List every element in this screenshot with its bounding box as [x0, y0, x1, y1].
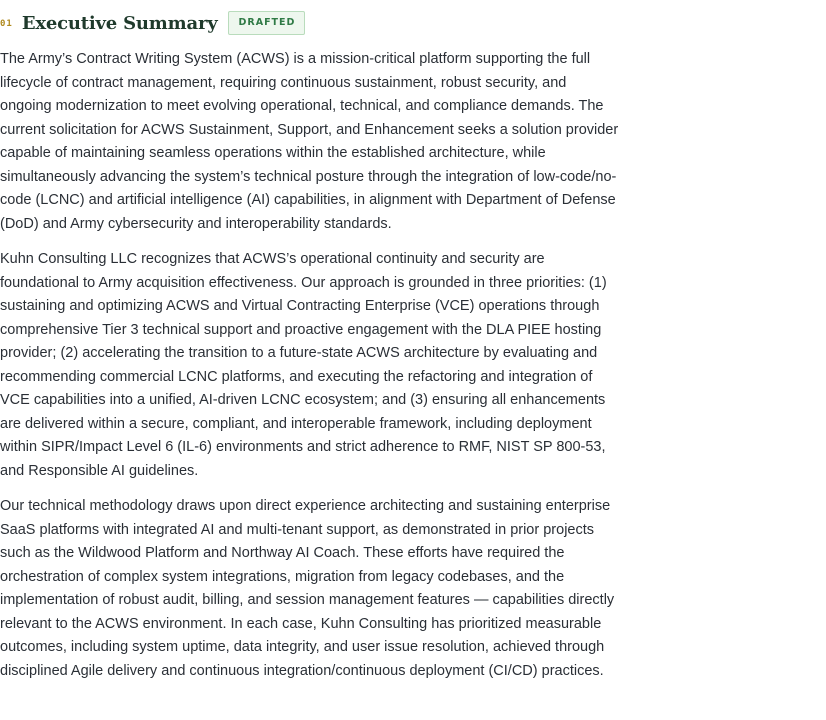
section-header: [0, 10, 305, 36]
paragraph-1: The Army’s Contract Writing System (ACWS) is a mission-critical platform supporting the full lifecycle of contract management, requiring continuous sustainment, robust security, and ongoing modernization to meet evolving operational, technical, and compliance demands. The current solicitation for ACWS Sustainment, Support, and Enhancement seeks a solution provider capable of maintaining seamless operations within the established architecture, while simultaneously advancing the system’s technical posture through the integration of low-code/no-code (LCNC) and artificial intelligence (AI) capabilities, in alignment with Department of Defense (DoD) and Army cybersecurity and interoperability standards.: [0, 51, 619, 232]
paragraph-3: Our technical methodology draws upon direct experience architecting and sustaining enterprise SaaS platforms with integrated AI and multi-tenant support, as demonstrated in prior projects such as the Wildwood Platform and Northway AI Coach. These efforts have required the orchestration of complex system integrations, migration from legacy codebases, and the implementation of robust audit, billing, and session management features — capabilities directly relevant to the ACWS environment. In each case, Kuhn Consulting has prioritized measurable outcomes, including system uptime, data integrity, and user issue resolution, achieved through disciplined Agile delivery and continuous integration/continuous deployment (CI/CD) practices.: [0, 498, 615, 679]
section-title: Executive Summary: [21, 12, 218, 34]
status-badge: DRAFTED: [228, 11, 306, 35]
section-number: 01: [0, 18, 13, 29]
section-body: [0, 48, 620, 695]
paragraph-2: Kuhn Consulting LLC recognizes that ACWS’s operational continuity and security are foundational to Army acquisition effectiveness. Our approach is grounded in three priorities: (1) sustaining and optimizing ACWS and Virtual Contracting Enterprise (VCE) operations through comprehensive Tier 3 technical support and proactive engagement with the DLA PIEE hosting provider; (2) accelerating the transition to a future-state ACWS architecture by evaluating and recommending commercial LCNC platforms, and executing the refactoring and integration of VCE capabilities into a unified, AI-driven LCNC ecosystem; and (3) ensuring all enhancements are delivered within a secure, compliant, and interoperable framework, including deployment within SIPR/Impact Level 6 (IL-6) environments and strict adherence to RMF, NIST SP 800-53, and Responsible AI guidelines.: [0, 251, 607, 479]
